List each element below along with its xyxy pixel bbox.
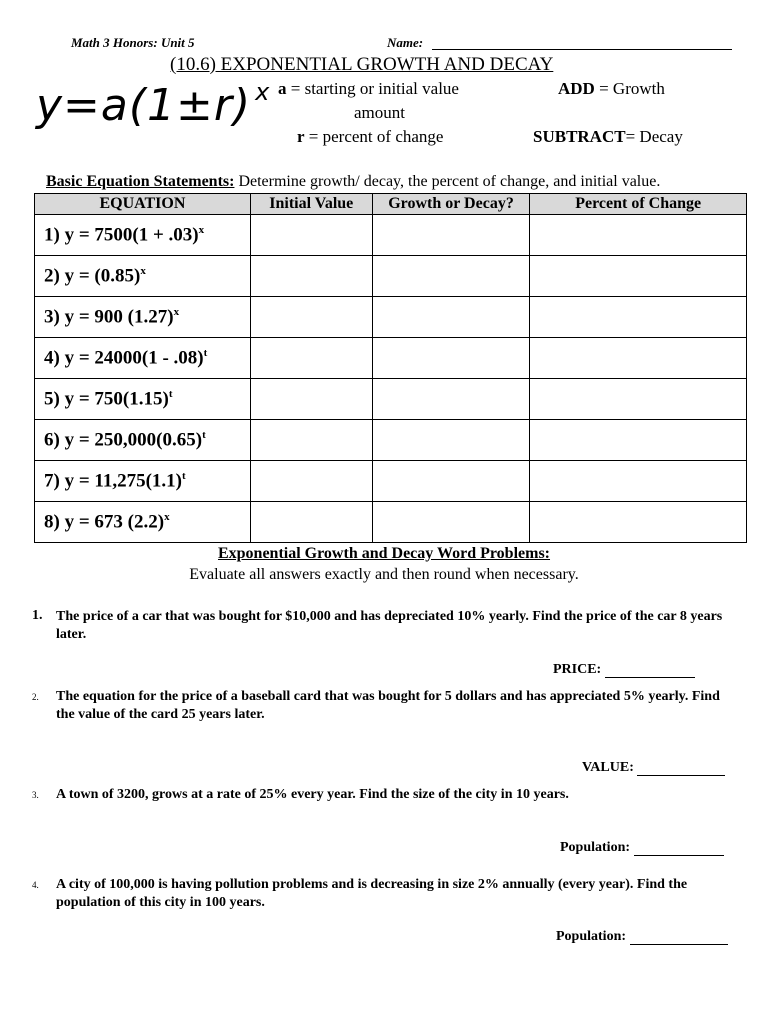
initial-value-cell[interactable]	[250, 215, 372, 256]
equation-cell	[35, 502, 251, 543]
percent-change-cell[interactable]	[530, 256, 747, 297]
table-row	[35, 338, 747, 379]
subtract-text: = Decay	[625, 127, 683, 146]
table-row	[35, 256, 747, 297]
problem-2-answer	[582, 760, 725, 776]
percent-change-cell[interactable]	[530, 215, 747, 256]
equation-cell	[35, 338, 251, 379]
word-problems-subtitle: Evaluate all answers exactly and then round when necessary.	[189, 566, 579, 583]
equation-cell	[35, 379, 251, 420]
definition-subtract	[533, 127, 683, 147]
price-label: PRICE:	[553, 662, 602, 677]
equation-exponent: t	[182, 469, 186, 482]
header-growth-decay: Growth or Decay?	[372, 194, 530, 215]
equation-text: 4) y = 24000(1 - .08)	[44, 347, 204, 369]
equation-exponent: x	[173, 305, 180, 318]
r-text: = percent of change	[304, 127, 444, 146]
equation-cell	[35, 461, 251, 502]
initial-value-cell[interactable]	[250, 379, 372, 420]
growth-decay-cell[interactable]	[372, 256, 530, 297]
table-row	[35, 461, 747, 502]
basic-instructions	[46, 173, 660, 191]
problem-3-answer	[560, 840, 724, 856]
price-answer-blank[interactable]	[605, 663, 695, 678]
table-row	[35, 502, 747, 543]
equation-exponent: t	[203, 346, 208, 359]
definition-a	[278, 79, 459, 99]
header-initial-value: Initial Value	[250, 194, 372, 215]
add-text: = Growth	[594, 79, 665, 98]
add-word: ADD	[558, 79, 595, 98]
equation-exponent: t	[202, 428, 206, 441]
name-field-line[interactable]	[432, 49, 732, 50]
growth-decay-cell[interactable]	[372, 338, 530, 379]
problem-1-number: 1.	[32, 608, 43, 623]
problem-4-number: 4.	[32, 880, 39, 890]
equation-cell	[35, 256, 251, 297]
equation-exponent: t	[168, 387, 173, 400]
initial-value-cell[interactable]	[250, 420, 372, 461]
equation-exponent: x	[140, 264, 146, 277]
equation-text: 2) y = (0.85)	[44, 265, 141, 287]
equation-text: 5) y = 750(1.15)	[44, 388, 169, 410]
equation-exponent: x	[198, 223, 205, 236]
value-answer-blank[interactable]	[637, 761, 725, 776]
population-answer-blank-3[interactable]	[634, 841, 724, 856]
equation-text: 3) y = 900 (1.27)	[44, 306, 174, 328]
formula-exponent: x	[255, 78, 271, 106]
growth-decay-cell[interactable]	[372, 379, 530, 420]
growth-decay-cell[interactable]	[372, 420, 530, 461]
problem-3-text: A town of 3200, grows at a rate of 25% every year. Find the size of the city in 10 years.	[56, 787, 569, 802]
name-label: Name:	[387, 35, 424, 50]
r-symbol: r	[297, 127, 305, 146]
definition-add	[558, 79, 665, 99]
basic-text: Determine growth/ decay, the percent of change, and initial value.	[234, 173, 661, 190]
a-symbol: a	[278, 79, 287, 98]
value-label: VALUE:	[582, 760, 634, 775]
percent-change-cell[interactable]	[530, 379, 747, 420]
population-label-4: Population:	[556, 929, 627, 944]
initial-value-cell[interactable]	[250, 338, 372, 379]
definition-a-cont: amount	[354, 103, 405, 122]
table-row	[35, 379, 747, 420]
initial-value-cell[interactable]	[250, 297, 372, 338]
table-row	[35, 215, 747, 256]
growth-decay-cell[interactable]	[372, 297, 530, 338]
growth-decay-cell[interactable]	[372, 215, 530, 256]
percent-change-cell[interactable]	[530, 338, 747, 379]
table-row	[35, 297, 747, 338]
header-percent-change: Percent of Change	[530, 194, 747, 215]
subtract-word: SUBTRACT	[533, 127, 626, 146]
equation-text: 8) y = 673 (2.2)	[44, 511, 165, 533]
table-header-row	[35, 194, 747, 215]
population-answer-blank-4[interactable]	[630, 930, 728, 945]
percent-change-cell[interactable]	[530, 420, 747, 461]
definition-r	[297, 127, 443, 147]
growth-decay-cell[interactable]	[372, 502, 530, 543]
equation-cell	[35, 215, 251, 256]
problem-1-text: The price of a car that was bought for $10,000 and has depreciated 10% yearly. Find the price of the car 8 years later.	[56, 609, 723, 642]
basic-label: Basic Equation Statements:	[46, 173, 235, 190]
percent-change-cell[interactable]	[530, 502, 747, 543]
percent-change-cell[interactable]	[530, 297, 747, 338]
course-label: Math 3 Honors: Unit 5	[71, 35, 195, 50]
exponential-formula	[36, 80, 270, 131]
initial-value-cell[interactable]	[250, 502, 372, 543]
header-equation: EQUATION	[35, 194, 251, 215]
growth-decay-cell[interactable]	[372, 461, 530, 502]
percent-change-cell[interactable]	[530, 461, 747, 502]
population-label-3: Population:	[560, 840, 631, 855]
problem-2-text: The equation for the price of a baseball card that was bought for 5 dollars and has appreciated 5% yearly. Find the value of the card 25 years later.	[56, 689, 720, 722]
equation-text: 7) y = 11,275(1.1)	[44, 470, 183, 492]
problem-1-answer	[553, 662, 695, 678]
table-row	[35, 420, 747, 461]
problem-2-number: 2.	[32, 692, 39, 702]
problem-3-number: 3.	[32, 790, 39, 800]
problem-4-answer	[556, 929, 728, 945]
problem-4-text: A city of 100,000 is having pollution problems and is decreasing in size 2% annually (every year). Find the population of this city in 100 years.	[56, 877, 688, 910]
equation-exponent: x	[164, 510, 170, 523]
page-title: (10.6) EXPONENTIAL GROWTH AND DECAY	[170, 54, 554, 75]
formula-base: y=a(1±r)	[36, 80, 252, 131]
equation-cell	[35, 420, 251, 461]
equation-cell	[35, 297, 251, 338]
equation-table	[34, 193, 747, 543]
initial-value-cell[interactable]	[250, 256, 372, 297]
equation-text: 1) y = 7500(1 + .03)	[44, 224, 199, 246]
word-problems-title: Exponential Growth and Decay Word Problems:	[217, 545, 551, 562]
a-text: = starting or initial value	[286, 79, 459, 98]
initial-value-cell[interactable]	[250, 461, 372, 502]
equation-text: 6) y = 250,000(0.65)	[44, 429, 203, 451]
